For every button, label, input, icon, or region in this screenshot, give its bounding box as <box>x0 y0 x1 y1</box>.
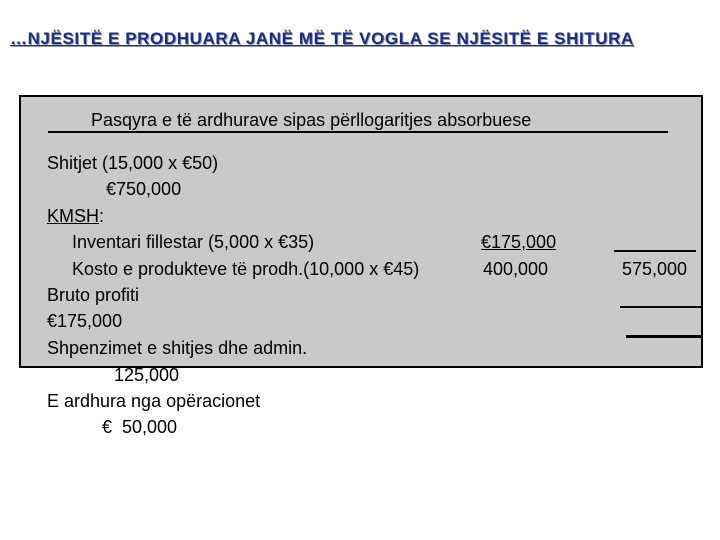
cost-of-production-label: Kosto e produkteve të prodh.(10,000 x €45) <box>72 259 420 279</box>
slide-title: …NJËSITË E PRODHUARA JANË MË TË VOGLA SE NJËSITË E SHITURA <box>10 29 634 48</box>
selling-admin-label: Shpenzimet e shitjes dhe admin. <box>47 338 308 358</box>
double-rule <box>626 335 702 338</box>
sales-amount: €750,000 <box>106 179 182 199</box>
gross-profit-rule <box>620 306 702 308</box>
operating-income-amount: € 50,000 <box>102 417 178 437</box>
cogs-colon: : <box>99 206 105 226</box>
heading-underline <box>48 131 668 133</box>
cogs-upper-rule <box>614 250 696 252</box>
sales-label: Shitjet (15,000 x €50) <box>47 153 219 173</box>
cogs-label: KMSH <box>47 206 100 226</box>
beginning-inventory-amount: €175,000 <box>481 232 557 252</box>
beginning-inventory-label: Inventari fillestar (5,000 x €35) <box>72 232 315 252</box>
gross-profit-label: Bruto profiti <box>47 285 140 305</box>
cogs-total: 575,000 <box>622 259 688 279</box>
gross-profit-amount: €175,000 <box>47 311 123 331</box>
selling-admin-amount: 125,000 <box>114 365 180 385</box>
statement-heading: Pasqyra e të ardhurave sipas përllogaritjes absorbuese <box>91 110 532 130</box>
cogs-heading <box>47 205 104 227</box>
cost-of-production-amount: 400,000 <box>483 259 549 279</box>
operating-income-label: E ardhura nga opëracionet <box>47 391 261 411</box>
